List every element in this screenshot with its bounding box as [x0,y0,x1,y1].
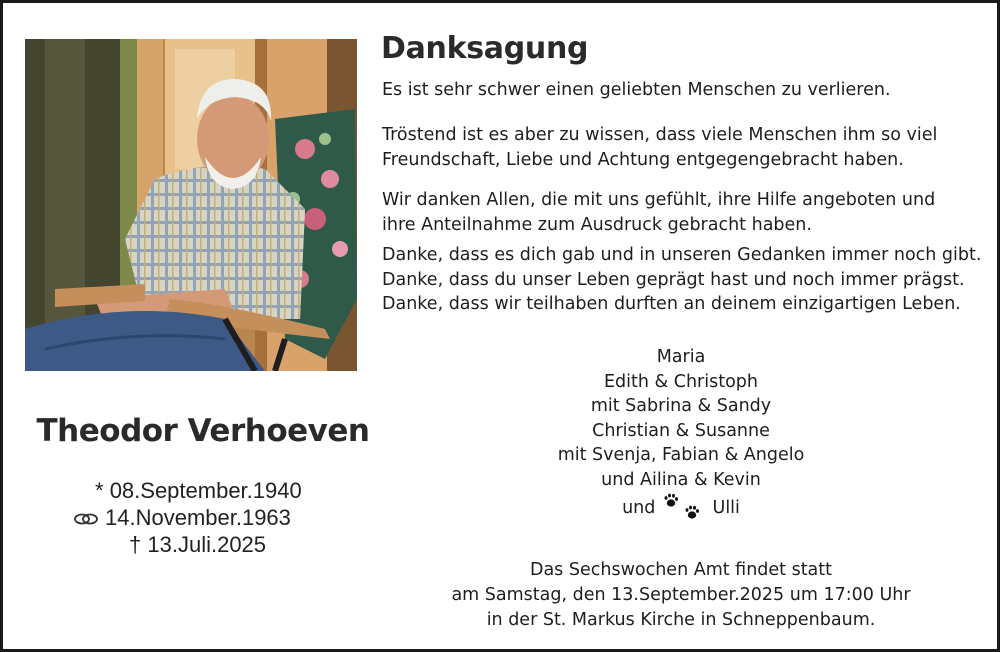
birth-date-line [73,477,302,504]
marriage-date-line [73,504,302,531]
thanks-paragraph-4: Danke, dass es dich gab und in unseren Gedanken immer noch gibt. Danke, dass du unser Leben geprägt hast und noch immer prägst. Danke, dass wir teilhaben durften an deinem einzigartigen Leben. [382,245,982,314]
portrait-photo [25,39,357,371]
thanks-paragraph-3: Wir danken Allen, die mit uns gefühlt, ihre Hilfe angeboten und ihre Anteilnahme zum Ausdruck gebracht haben. [382,190,936,235]
wedding-rings-icon [73,512,99,526]
thanks-paragraph-1: Es ist sehr schwer einen geliebten Menschen zu verlieren. [382,80,891,100]
thanks-paragraph-2: Tröstend ist es aber zu wissen, dass viele Menschen ihm so viel Freundschaft, Liebe und Achtung entgegengebracht haben. [382,125,938,170]
birth-symbol: * [95,478,104,503]
deceased-name: Theodor Verhoeven [36,413,370,449]
family-line: Edith & Christoph [603,371,758,392]
family-line: und Ailina & Kevin [601,469,761,490]
death-date-line [73,531,302,558]
family-line: Maria [656,347,706,367]
family-line: mit Svenja, Fabian & Angelo [557,445,805,466]
family-signatures [481,345,881,523]
birth-date: 08.September.1940 [109,478,302,503]
life-dates [73,477,302,558]
notice-title: Danksagung [381,31,589,66]
paw-prints-icon [661,493,707,523]
family-line: mit Sabrina & Sandy [590,396,772,417]
marriage-date: 14.November.1963 [105,505,291,530]
service-line: am Samstag, den 13.September.2025 um 17:00 Uhr [451,585,911,605]
service-line: Das Sechswochen Amt findet statt [529,560,833,580]
family-last-line [481,493,881,523]
family-line: Christian & Susanne [592,420,770,441]
family-last-prefix: und [622,497,656,518]
service-announcement [381,558,981,633]
service-line: in der St. Markus Kirche in Schneppenbaum. [486,610,876,630]
family-last-name: Ulli [712,497,740,518]
death-date: 13.Juli.2025 [147,532,267,557]
cross-symbol: † [129,532,142,557]
